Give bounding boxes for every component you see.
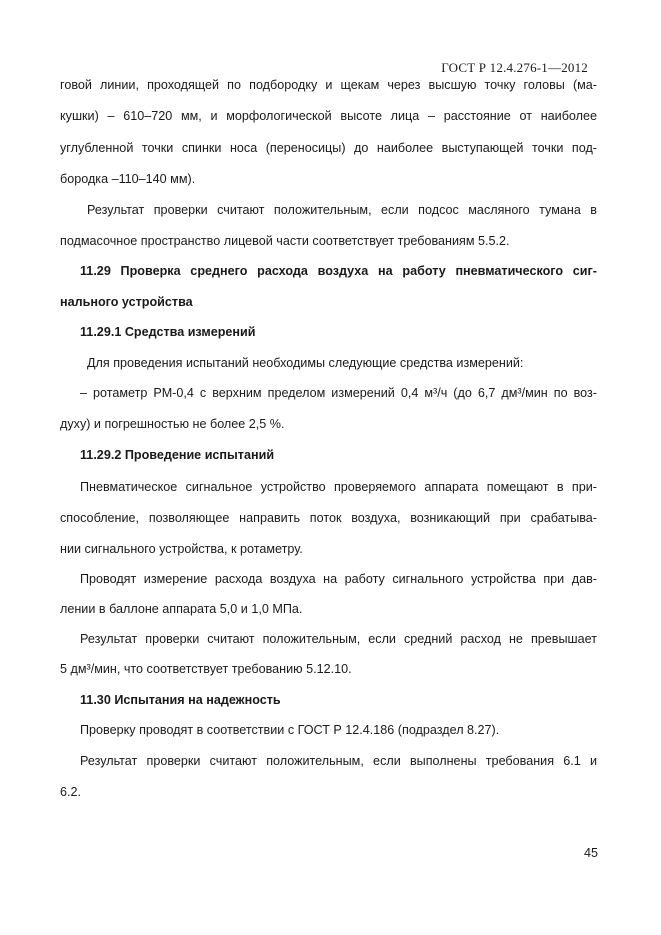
paragraph-first-line: Результат проверки считают положительным, если выполнены требования 6.1 и	[80, 754, 597, 768]
body-line: говой линии, проходящей по подбородку и щекам через высшую точку головы (ма-	[60, 78, 597, 92]
paragraph-first-line: Для проведения испытаний необходимы следующие средства измерений:	[87, 356, 524, 370]
body-line: бородка –110–140 мм).	[60, 172, 196, 186]
body-line: способление, позволяющее направить поток воздуха, возникающий при срабатыва-	[60, 511, 597, 525]
section-heading-11-29: 11.29 Проверка среднего расхода воздуха на работу пневматического сиг-	[80, 264, 597, 278]
paragraph-first-line: Пневматическое сигнальное устройство проверяемого аппарата помещают в при-	[80, 480, 597, 494]
body-line: кушки) – 610–720 мм, и морфологической высоте лица – расстояние от наиболее	[60, 109, 597, 123]
subsection-heading-11-29-2: 11.29.2 Проведение испытаний	[80, 448, 275, 462]
body-line: подмасочное пространство лицевой части соответствует требованиям 5.5.2.	[60, 234, 510, 248]
list-item-rotameter: – ротаметр РМ-0,4 с верхним пределом измерений 0,4 м³/ч (до 6,7 дм³/мин по воз-	[80, 386, 597, 400]
section-heading-11-29-cont: нального устройства	[60, 295, 193, 309]
paragraph-first-line: Результат проверки считают положительным, если подсос масляного тумана в	[87, 203, 597, 217]
body-line: нии сигнального устройства, к ротаметру.	[60, 542, 303, 556]
paragraph-first-line: Результат проверки считают положительным, если средний расход не превышает	[80, 632, 597, 646]
section-heading-11-30: 11.30 Испытания на надежность	[80, 693, 281, 707]
body-line: 5 дм³/мин, что соответствует требованию 5.12.10.	[60, 662, 352, 676]
body-line: духу) и погрешностью не более 2,5 %.	[60, 417, 285, 431]
page-number: 45	[583, 846, 598, 860]
subsection-heading-11-29-1: 11.29.1 Средства измерений	[80, 325, 256, 339]
standard-header: ГОСТ Р 12.4.276-1—2012	[441, 60, 588, 75]
paragraph-first-line: Проводят измерение расхода воздуха на работу сигнального устройства при дав-	[80, 572, 597, 586]
body-line: 6.2.	[60, 785, 82, 799]
paragraph-first-line: Проверку проводят в соответствии с ГОСТ Р 12.4.186 (подраздел 8.27).	[80, 723, 500, 737]
body-line: углубленной точки спинки носа (переносицы) до наиболее выступающей точки под-	[60, 141, 597, 155]
body-line: лении в баллоне аппарата 5,0 и 1,0 МПа.	[60, 602, 303, 616]
